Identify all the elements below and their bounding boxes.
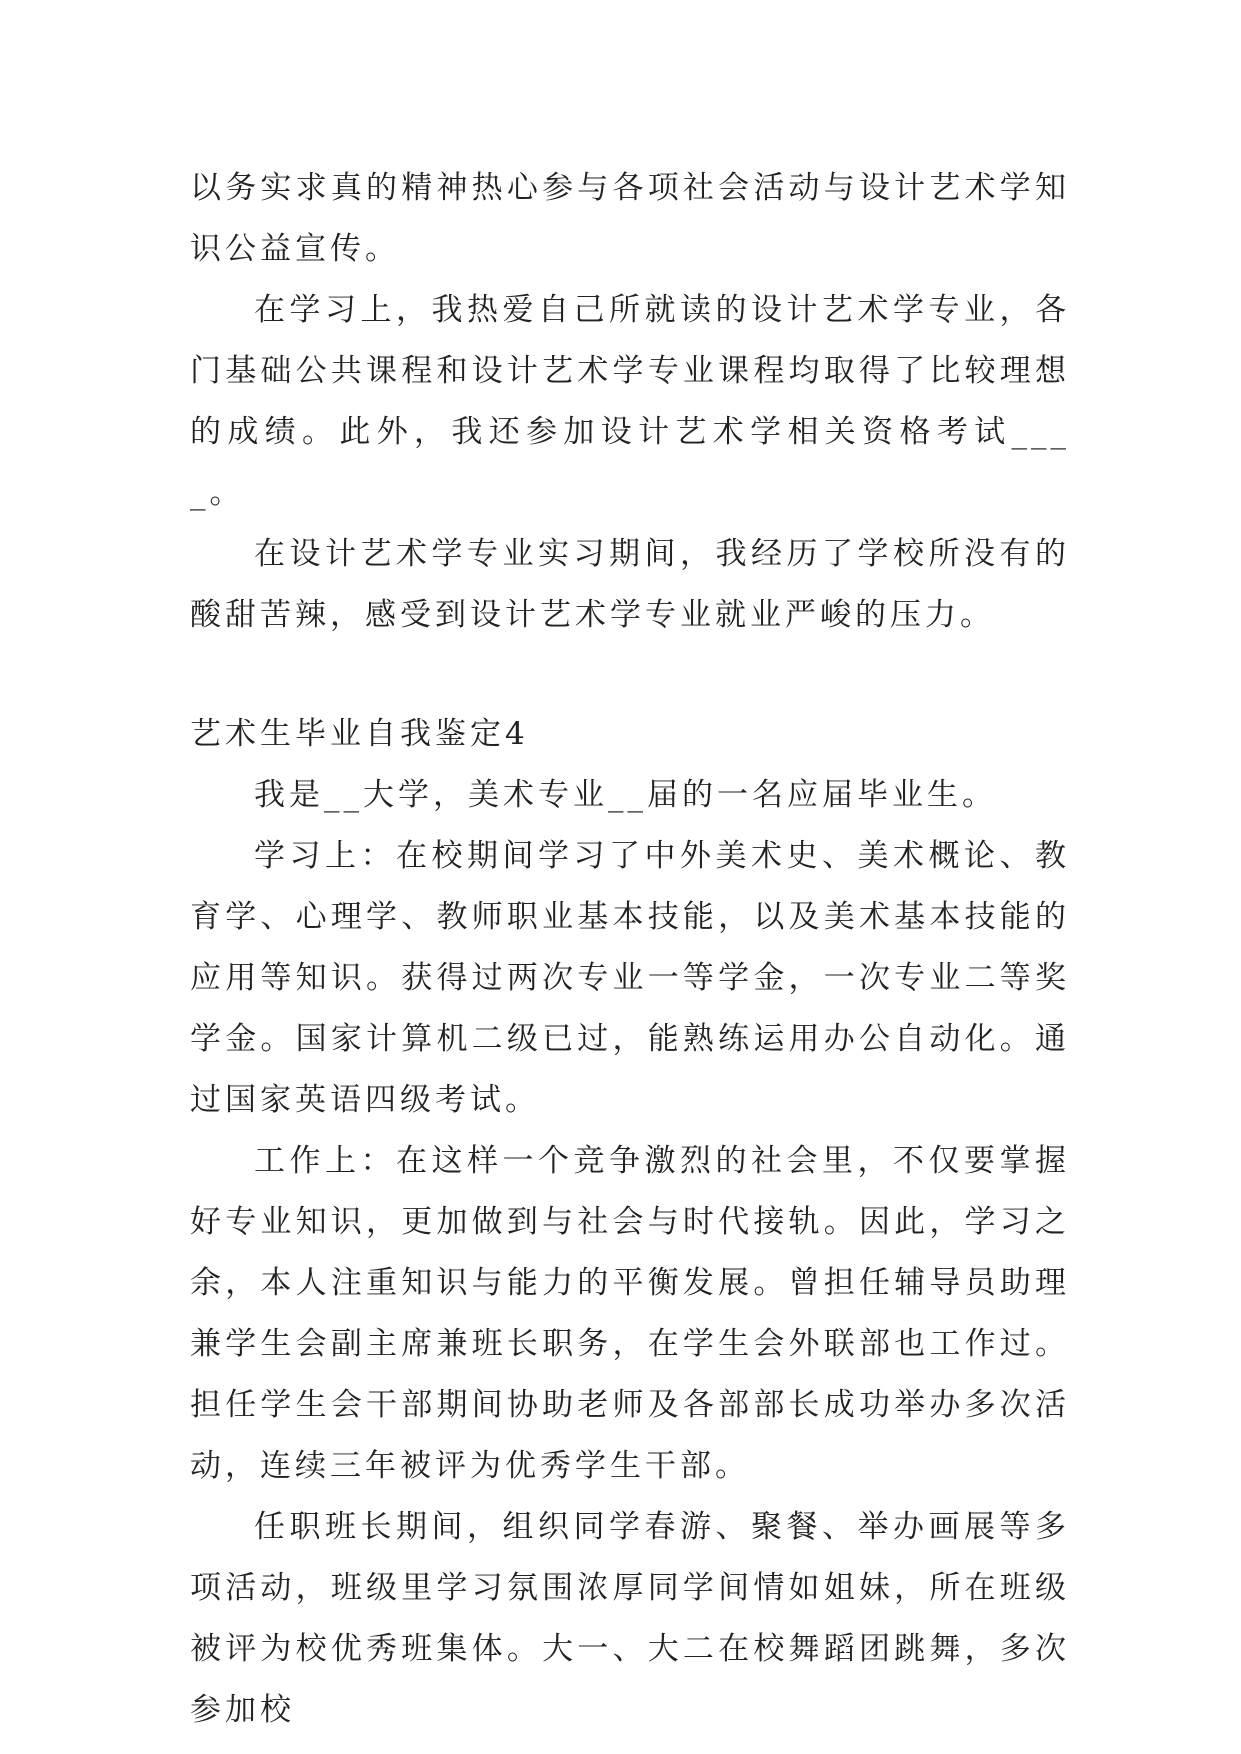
paragraph-work: 工作上：在这样一个竞争激烈的社会里，不仅要掌握好专业知识，更加做到与社会与时代接轨。因此，学习之余，本人注重知识与能力的平衡发展。曾担任辅导员助理兼学生会副主席兼班长职务，在学生会外联部也工作过。担任学生会干部期间协助老师及各部部长成功举办多次活动，连续三年被评为优秀学生干部。 bbox=[190, 1143, 1070, 1484]
paragraph-class-monitor: 任职班长期间，组织同学春游、聚餐、举办画展等多项活动，班级里学习氛围浓厚同学间情如姐妹，所在班级被评为校优秀班集体。大一、大二在校舞蹈团跳舞，多次参加校 bbox=[190, 1509, 1070, 1728]
paragraph-internship: 在设计艺术学专业实习期间，我经历了学校所没有的酸甜苦辣，感受到设计艺术学专业就业严峻的压力。 bbox=[190, 536, 1070, 633]
section-heading: 艺术生毕业自我鉴定4 bbox=[190, 716, 529, 752]
paragraph-learning: 学习上：在校期间学习了中外美术史、美术概论、教育学、心理学、教师职业基本技能，以及美术基本技能的应用等知识。获得过两次专业一等学金，一次专业二等奖学金。国家计算机二级已过，能熟练运用办公自动化。通过国家英语四级考试。 bbox=[190, 838, 1070, 1118]
document-page bbox=[190, 158, 1070, 1741]
paragraph-intro: 我是__大学，美术专业__届的一名应届毕业生。 bbox=[254, 777, 997, 813]
paragraph-study: 在学习上，我热爱自己所就读的设计艺术学专业，各门基础公共课程和设计艺术学专业课程均取得了比较理想的成绩。此外，我还参加设计艺术学相关资格考试____。 bbox=[190, 292, 1070, 511]
paragraph-continuation: 以务实求真的精神热心参与各项社会活动与设计艺术学知识公益宣传。 bbox=[190, 170, 1070, 267]
section-gap bbox=[190, 646, 1070, 704]
